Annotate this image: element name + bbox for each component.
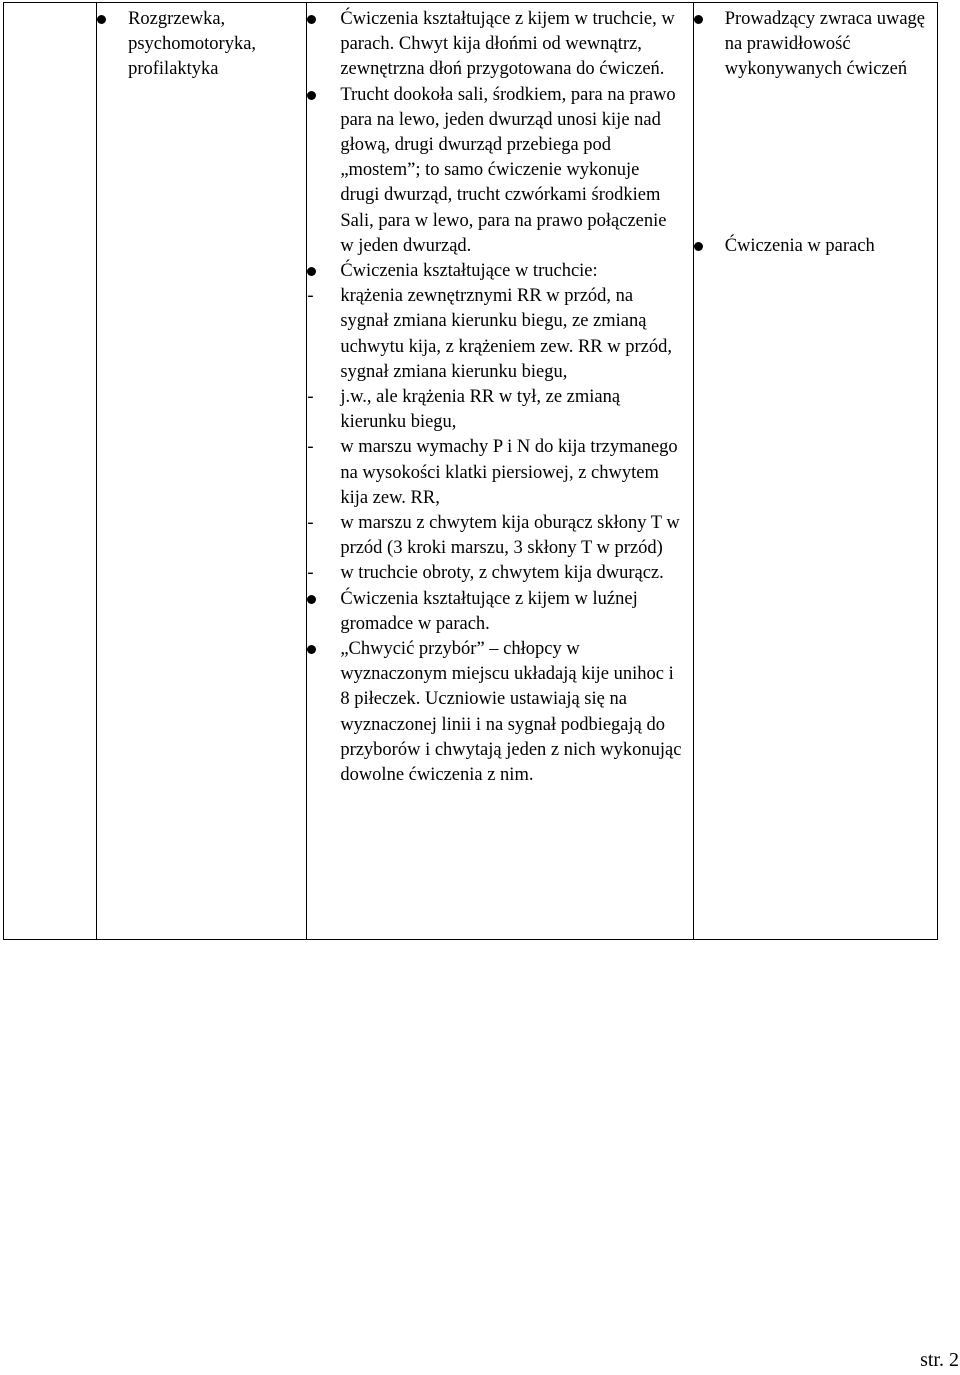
table-row	[4, 3, 938, 940]
bullet-icon	[307, 15, 316, 24]
dash-marker: -	[307, 286, 314, 307]
bullet-icon	[694, 242, 703, 251]
exercise-text: Ćwiczenia kształtujące w truchcie:	[340, 261, 598, 282]
spacer	[725, 83, 931, 234]
dash-marker: -	[307, 513, 314, 534]
lesson-plan-table	[3, 2, 938, 940]
list-item	[725, 234, 931, 259]
bullet-icon	[97, 15, 106, 24]
list-item	[340, 637, 682, 788]
bullet-icon	[307, 645, 316, 654]
exercise-text: w marszu z chwytem kija oburącz skłony T w przód (3 kroki marszu, 3 skłony T w przód)	[340, 513, 680, 559]
lesson-part-list	[128, 7, 300, 83]
remarks-list	[725, 7, 931, 259]
exercise-text: w marszu wymachy P i N do kija trzymanego na wysokości klatki piersiowej, z chwytem kija zew. RR,	[340, 437, 678, 508]
remark-text: Prowadzący zwraca uwagę na prawidłowość wykonywanych ćwiczeń	[724, 9, 926, 80]
exercise-text: w truchcie obroty, z chwytem kija dwurącz.	[340, 563, 664, 584]
exercise-list	[307, 7, 682, 788]
list-item	[725, 7, 931, 83]
empty-cell	[4, 3, 97, 940]
list-item	[340, 83, 682, 259]
exercise-text: „Chwycić przybór” – chłopcy w wyznaczonym miejscu układają kije unihoc i 8 piłeczek. Uczniowie ustawiają się na wyznaczonej linii i na sygnał podbiegają do przyborów i chwytają jeden z nich wykonując dowolne ćwiczenia z nim.	[340, 639, 682, 786]
exercises-cell	[307, 3, 693, 940]
list-item	[340, 259, 682, 284]
list-item	[128, 7, 300, 83]
list-item	[307, 284, 682, 385]
exercise-text: krążenia zewnętrznymi RR w przód, na sygnał zmiana kierunku biegu, ze zmianą uchwytu kija, z krążeniem zew. RR w przód, sygnał zmiana kierunku biegu,	[340, 286, 673, 382]
bullet-icon	[307, 91, 316, 100]
remark-text: Ćwiczenia w parach	[724, 235, 875, 256]
exercise-text: Ćwiczenia kształtujące z kijem w truchcie, w parach. Chwyt kija dłońmi od wewnątrz, zewnętrzna dłoń przygotowana do ćwiczeń.	[340, 9, 675, 80]
list-item	[307, 511, 682, 561]
bullet-icon	[307, 595, 316, 604]
list-item	[340, 587, 682, 637]
exercise-text: Ćwiczenia kształtujące z kijem w luźnej gromadce w parach.	[340, 588, 638, 634]
lesson-part-cell	[97, 3, 307, 940]
exercise-text: j.w., ale krążenia RR w tył, ze zmianą kierunku biegu,	[340, 387, 621, 433]
list-item	[340, 7, 682, 83]
bullet-icon	[694, 15, 703, 24]
remarks-cell	[693, 3, 937, 940]
exercise-text: Trucht dookoła sali, środkiem, para na prawo para na lewo, jeden dwurząd unosi kije nad głową, drugi dwurząd przebiega pod „mostem”; to samo ćwiczenie wykonuje drugi dwurząd, trucht czwórkami środkiem Sali, para w lewo, para na prawo połączenie w jeden dwurząd.	[340, 84, 676, 256]
list-item	[307, 561, 682, 586]
lesson-part-text: Rozgrzewka, psychomotoryka, profilaktyka	[128, 9, 257, 80]
dash-marker: -	[307, 387, 314, 408]
bullet-icon	[307, 267, 316, 276]
page-number: str. 2	[920, 1349, 959, 1371]
dash-marker: -	[307, 437, 314, 458]
list-item	[307, 385, 682, 435]
list-item	[307, 435, 682, 511]
dash-marker: -	[307, 563, 314, 584]
